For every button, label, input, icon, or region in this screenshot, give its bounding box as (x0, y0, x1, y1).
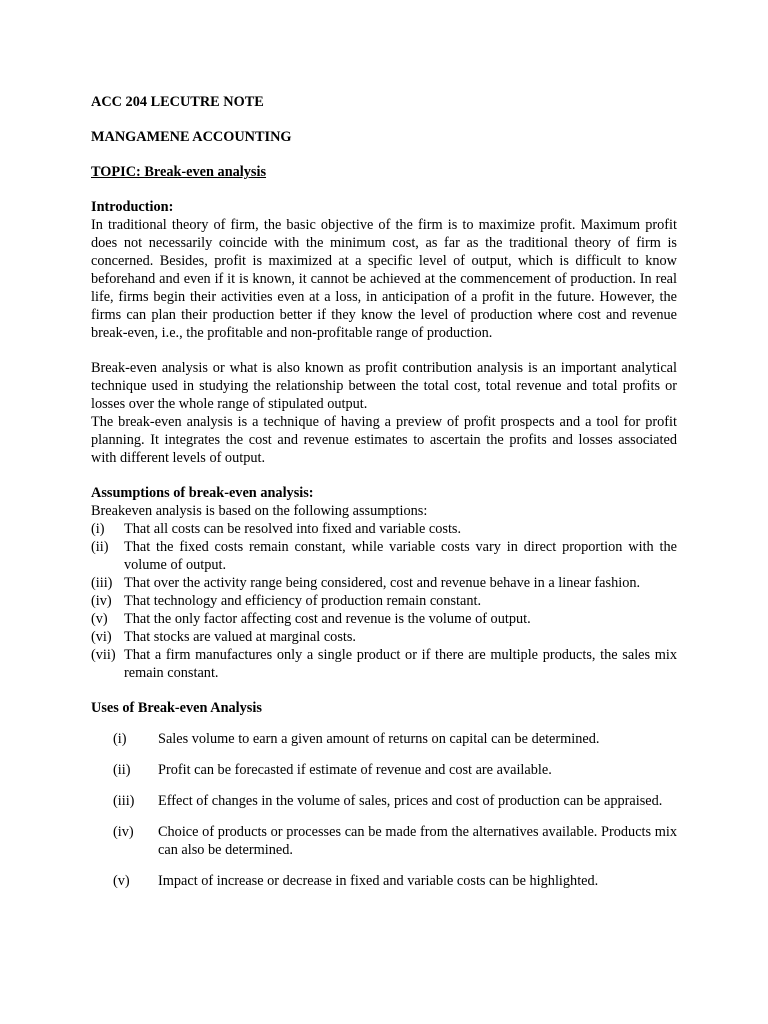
list-item-number: (vii) (91, 647, 116, 663)
list-item-number: (vi) (91, 629, 112, 645)
list-item-text: That all costs can be resolved into fixed and variable costs. (124, 521, 462, 537)
list-item (91, 520, 677, 538)
list-item (91, 628, 677, 646)
list-item-number: (iv) (91, 593, 112, 609)
list-item (91, 872, 677, 890)
list-item-text: Profit can be forecasted if estimate of revenue and cost are available. (158, 762, 552, 778)
list-item-text: That stocks are valued at marginal costs. (124, 629, 356, 645)
list-item-number: (ii) (91, 539, 109, 555)
list-item-number: (v) (113, 873, 130, 889)
list-item (91, 730, 677, 748)
list-item-text: That the fixed costs remain constant, while variable costs vary in direct proportion with the volume of output. (124, 539, 677, 573)
list-item (91, 761, 677, 779)
uses-heading: Uses of Break-even Analysis (91, 700, 262, 716)
list-item-number: (iii) (91, 575, 113, 591)
document-content (91, 93, 677, 903)
list-item (91, 792, 677, 810)
list-item-text: That technology and efficiency of production remain constant. (124, 593, 482, 609)
list-item-text: That the only factor affecting cost and revenue is the volume of output. (124, 611, 531, 627)
list-item-number: (iii) (113, 793, 135, 809)
list-item (91, 574, 677, 592)
list-item (91, 646, 677, 682)
list-item (91, 610, 677, 628)
introduction-paragraph-3: The break-even analysis is a technique of having a preview of profit prospects and a tool for profit planning. It integrates the cost and revenue estimates to ascertain the profits and losses associated with different levels of output. (91, 414, 677, 466)
course-title-heading: MANGAMENE ACCOUNTING (91, 129, 292, 145)
list-item-text: Impact of increase or decrease in fixed and variable costs can be highlighted. (158, 873, 599, 889)
list-item (91, 538, 677, 574)
list-item-number: (i) (113, 731, 127, 747)
list-item-number: (i) (91, 521, 105, 537)
assumptions-intro: Breakeven analysis is based on the following assumptions: (91, 503, 428, 519)
list-item (91, 592, 677, 610)
topic-heading: TOPIC: Break-even analysis (91, 164, 267, 180)
introduction-heading: Introduction: (91, 199, 174, 215)
introduction-paragraph-2: Break-even analysis or what is also known as profit contribution analysis is an important analytical technique used in studying the relationship between the total cost, total revenue and total profits or losses over the whole range of stipulated output. (91, 360, 677, 412)
list-item-text: That over the activity range being considered, cost and revenue behave in a linear fashion. (124, 575, 641, 591)
list-item-text: Effect of changes in the volume of sales, prices and cost of production can be appraised. (158, 793, 663, 809)
list-item-number: (iv) (113, 824, 134, 840)
assumptions-list (91, 520, 677, 682)
list-item-number: (ii) (113, 762, 131, 778)
list-item-number: (v) (91, 611, 108, 627)
introduction-paragraph-1: In traditional theory of firm, the basic objective of the firm is to maximize profit. Maximum profit does not necessarily coincide with the minimum cost, as far as the traditional theory of firm is concerned. Besides, profit is maximized at a specific level of output, which is difficult to know beforehand and even if it is known, it cannot be achieved at the commencement of production. In real life, firms begin their activities even at a loss, in anticipation of a profit in the future. However, the firms can plan their production better if they know the level of production where cost and revenue break-even, i.e., the profitable and non-profitable range of production. (91, 217, 677, 341)
assumptions-heading: Assumptions of break-even analysis: (91, 485, 314, 501)
uses-list (91, 730, 677, 890)
list-item-text: That a firm manufactures only a single product or if there are multiple products, the sales mix remain constant. (124, 647, 677, 681)
list-item-text: Sales volume to earn a given amount of returns on capital can be determined. (158, 731, 600, 747)
list-item (91, 823, 677, 859)
course-code-heading: ACC 204 LECUTRE NOTE (91, 94, 264, 110)
list-item-text: Choice of products or processes can be made from the alternatives available. Products mix can also be determined. (158, 824, 677, 858)
